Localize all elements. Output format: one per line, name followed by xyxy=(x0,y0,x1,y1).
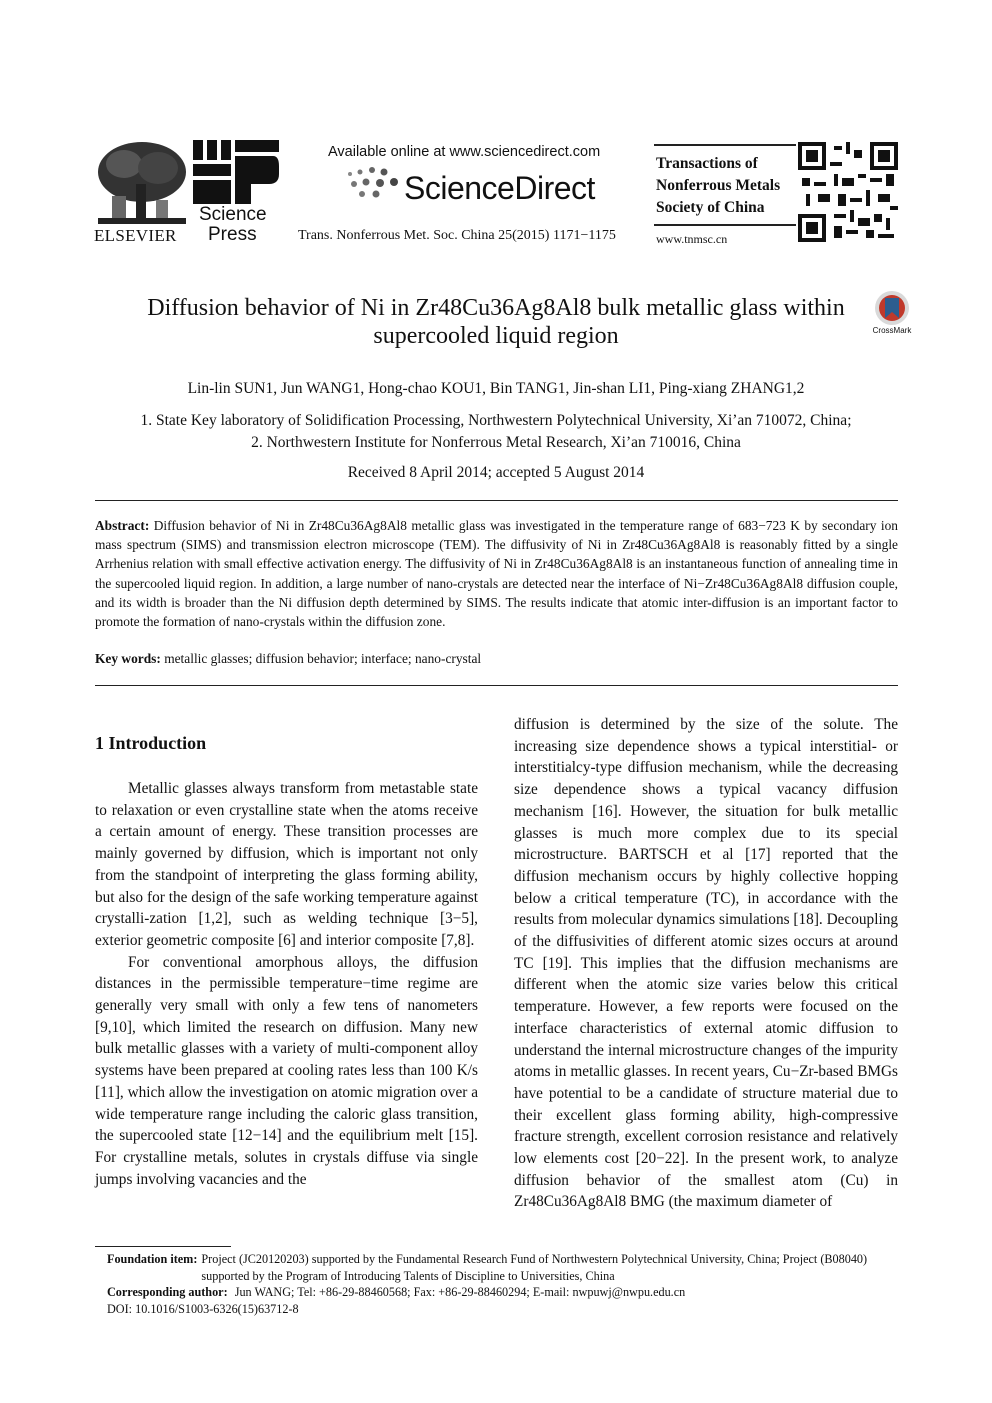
science-press-word-press: Press xyxy=(208,224,257,245)
keywords-text: metallic glasses; diffusion behavior; interface; nano-crystal xyxy=(164,651,482,666)
author-list: Lin-lin SUN1, Jun WANG1, Hong-chao KOU1, Bin TANG1, Jin-shan LI1, Ping-xiang ZHANG1,2 xyxy=(187,380,805,397)
article-title-line2: supercooled liquid region xyxy=(373,323,619,349)
science-press-logo xyxy=(193,140,279,206)
foundation-text: Project (JC20120203) supported by the Fundamental Research Fund of Northwestern Polytechnical University, China; Project (B08040) supported by the Program of Introducing Talents of Discipline to Universities, China xyxy=(201,1252,868,1283)
sciencedirect-dots-icon xyxy=(344,166,400,200)
corresponding-author xyxy=(107,1284,898,1301)
journal-rule-top xyxy=(654,144,796,146)
journal-url[interactable]: www.tnmsc.cn xyxy=(656,232,728,246)
affiliation-2: 2. Northwestern Institute for Nonferrous Metal Research, Xi’an 710016, China xyxy=(251,434,741,451)
keywords xyxy=(95,651,898,667)
crossmark-label: CrossMark xyxy=(872,326,912,335)
article-title-line1: Diffusion behavior of Ni in Zr48Cu36Ag8Al8 bulk metallic glass within xyxy=(147,295,845,321)
footnote-rule xyxy=(95,1246,231,1247)
body-column-right xyxy=(514,714,898,1213)
qr-code-icon xyxy=(798,142,898,242)
footnotes xyxy=(107,1251,898,1317)
journal-rule-bottom xyxy=(654,224,796,226)
available-online-text: Available online at www.sciencedirect.com xyxy=(328,144,601,160)
science-press-word-science: Science xyxy=(199,204,267,225)
journal-name-line3: Society of China xyxy=(656,199,765,216)
journal-citation: Trans. Nonferrous Met. Soc. China 25(2015) 1171−1175 xyxy=(298,228,616,243)
paragraph: diffusion is determined by the size of the solute. The increasing size dependence shows a typical interstitial- or interstitialcy-type diffusion mechanism, while the decreasing size dependence shows a typical vacancy diffusion mechanism [16]. However, the situation for bulk metallic glasses is much more complex due to its special microstructure. BARTSCH et al [17] reported that the diffusion mechanism occurs by highly collective hopping below a critical temperature (TC), in accordance with the results from molecular dynamics simulations [18]. Decoupling of the diffusivities of different atomic sizes occurs at around TC [19]. This implies that the diffusion mechanisms are different when the atomic size varies below this critical temperature. However, a few reports were focused on the interface characteristics of external atomic diffusion to understand the internal microstructure changes of the impurity atoms in metallic glasses. In recent years, Cu−Zr-based BMGs have potential to be a candidate of structure material due to their excellent glass forming ability, high-compressive fracture strength, excellent corrosion resistance and relatively low elements cost [20−22]. In the present work, to analyze diffusion behavior of the smallest atom (Cu) in Zr48Cu36Ag8Al8 BMG (the maximum diameter of xyxy=(514,716,898,1211)
foundation-label: Foundation item: xyxy=(107,1252,198,1266)
affiliations xyxy=(40,410,952,454)
abstract-label: Abstract: xyxy=(95,518,150,533)
abstract-rule-top xyxy=(95,500,898,501)
abstract xyxy=(95,516,898,631)
foundation-item xyxy=(107,1251,898,1284)
received-dates: Received 8 April 2014; accepted 5 August 2014 xyxy=(347,464,645,481)
corresponding-text: Jun WANG; Tel: +86-29-88460568; Fax: +86-29-88460294; E-mail: nwpuwj@nwpu.edu.cn xyxy=(234,1285,686,1299)
section-heading-introduction: 1 Introduction xyxy=(95,733,207,753)
affiliation-1: 1. State Key laboratory of Solidification Processing, Northwestern Polytechnical University, Xi’an 710072, China; xyxy=(140,412,852,429)
abstract-rule-bottom xyxy=(95,685,898,686)
journal-name xyxy=(656,153,780,219)
article-title xyxy=(80,294,912,350)
journal-name-line2: Nonferrous Metals xyxy=(656,177,781,194)
paragraph: Metallic glasses always transform from metastable state to relaxation or even crystalline state when the atoms receive a certain amount of energy. These transition processes are mainly governed by diffusion, which is important not only from the standpoint of interpreting the glass forming ability, but also for the design of the safe working temperature against crystalli-zation [1,2], such as welding technique [3−5], exterior geometric composite [6] and interior composite [7,8]. xyxy=(95,780,478,949)
keywords-label: Key words: xyxy=(95,651,161,666)
abstract-text: Diffusion behavior of Ni in Zr48Cu36Ag8Al8 metallic glass was investigated in the temperature range of 683−723 K by secondary ion mass spectrum (SIMS) and transmission electron microscope (TEM). The diffusivity of Ni in Zr48Cu36Ag8Al8 is reasonably fitted by a single Arrhenius relation with small effective activation energy. The diffusivity of Ni in Zr48Cu36Ag8Al8 is an instantaneous function of annealing time in the supercooled liquid region. In addition, a large number of nano-crystals are detected near the interface of Ni−Zr48Cu36Ag8Al8 diffusion couple, and its width is broader than the Ni diffusion depth determined by SIMS. The results indicate that atomic inter-diffusion is an important factor to promote the formation of nano-crystals within the diffusion zone. xyxy=(95,518,898,630)
body-column-left xyxy=(95,778,478,1190)
elsevier-wordmark: ELSEVIER xyxy=(94,226,177,245)
paragraph: For conventional amorphous alloys, the diffusion distances in the permissible temperature−time regime are generally very small with only a few tens of nanometers [9,10], which limited the research on diffusion. Many new bulk metallic glasses with a variety of multi-component alloy systems have been prepared at cooling rates less than 100 K/s [11], which allow the investigation on atomic migration over a wide temperature range including the caloric glass transition, the supercooled state [12−14] and the equilibrium melt [15]. For crystalline metals, solutes in crystals diffuse via single jumps involving vacancies and the xyxy=(95,953,478,1188)
sciencedirect-wordmark: ScienceDirect xyxy=(404,170,595,206)
doi[interactable]: DOI: 10.1016/S1003-6326(15)63712-8 xyxy=(107,1301,299,1316)
journal-name-line1: Transactions of xyxy=(656,155,758,172)
corresponding-label: Corresponding author: xyxy=(107,1285,228,1299)
